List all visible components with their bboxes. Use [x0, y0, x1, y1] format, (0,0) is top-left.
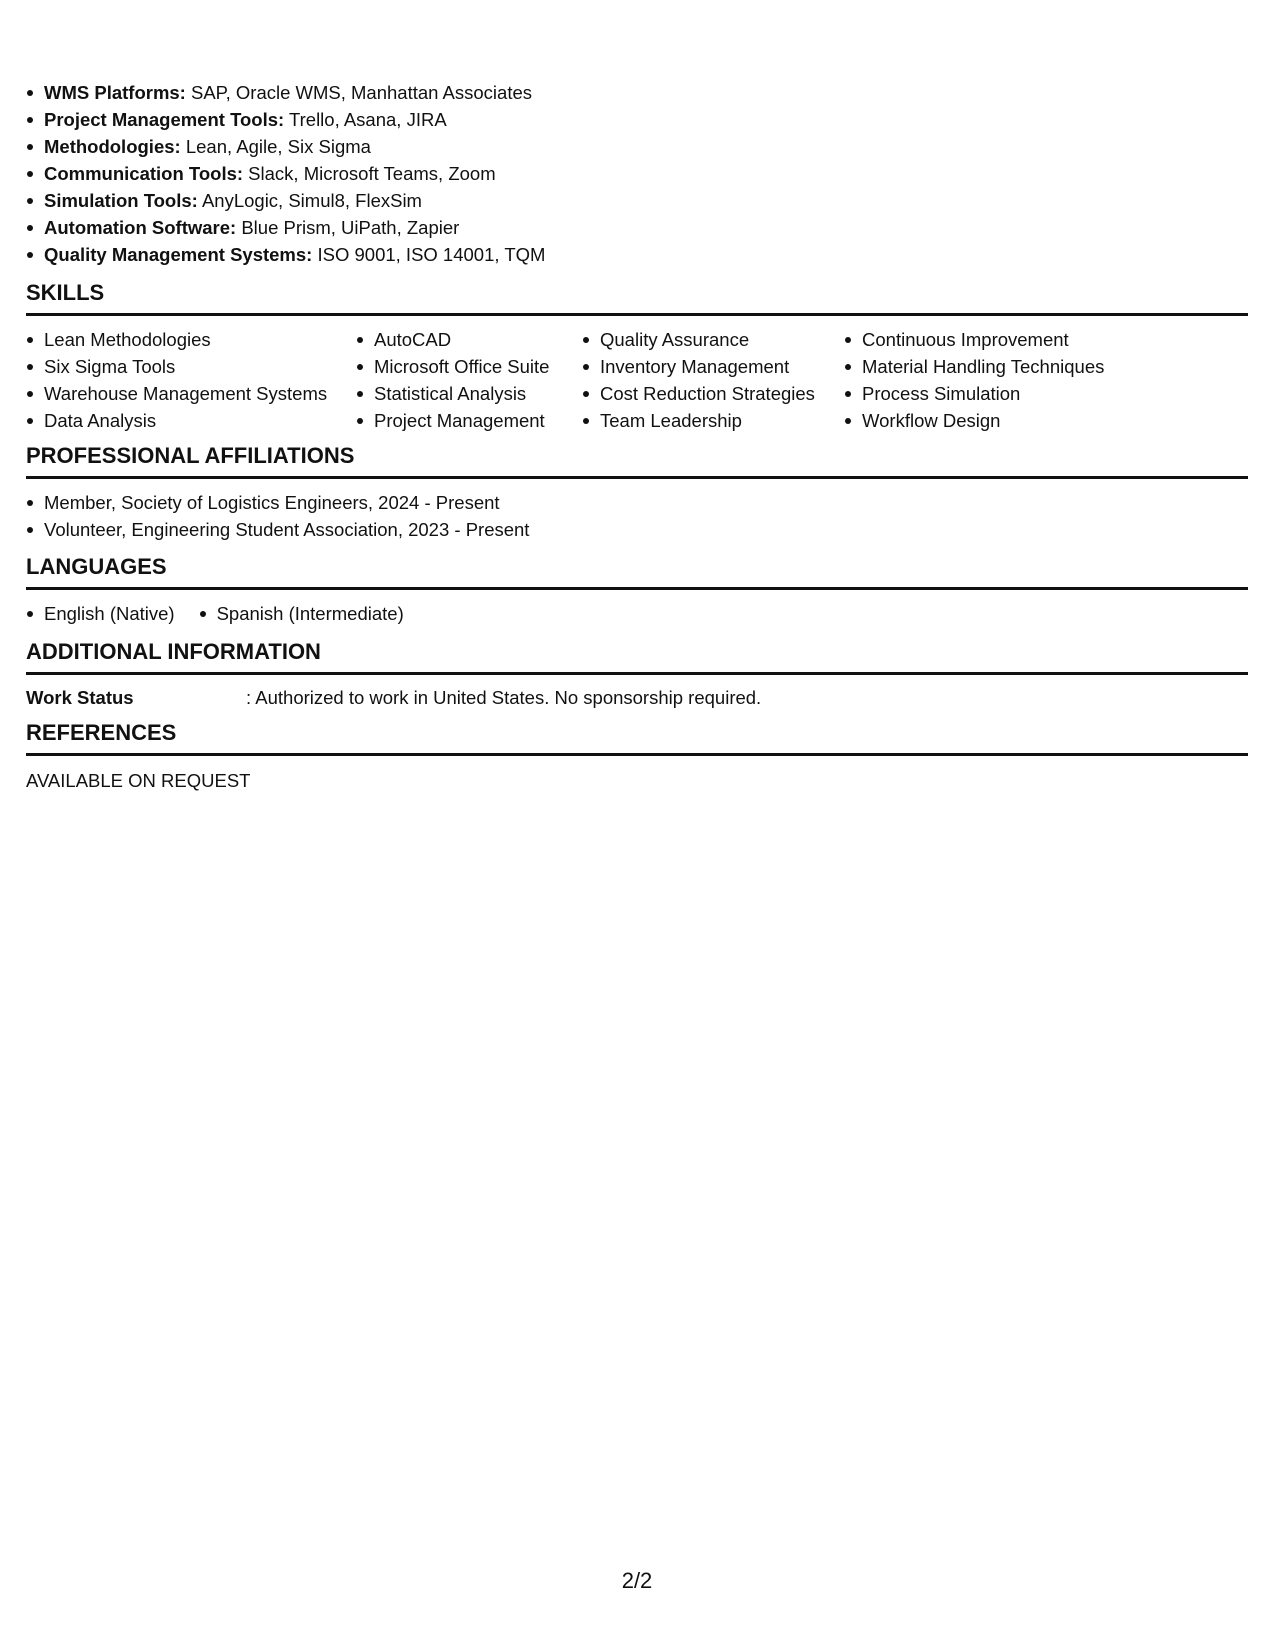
- skill-item: Process Simulation: [844, 380, 1144, 407]
- tool-item-methodologies: [26, 133, 545, 160]
- tool-value: Slack, Microsoft Teams, Zoom: [243, 163, 496, 184]
- skills-column: [26, 326, 356, 434]
- affiliations-heading: PROFESSIONAL AFFILIATIONS: [26, 443, 355, 468]
- resume-page: [26, 0, 1248, 1650]
- skills-grid: [26, 326, 1144, 434]
- references-divider: [26, 753, 1248, 756]
- tool-label: Communication Tools:: [44, 163, 244, 184]
- skill-item: Project Management: [356, 407, 582, 434]
- references-text: AVAILABLE ON REQUEST: [26, 770, 251, 791]
- tool-label: Project Management Tools:: [44, 109, 285, 130]
- tool-value: SAP, Oracle WMS, Manhattan Associates: [185, 82, 533, 103]
- additional-info-divider: [26, 672, 1248, 675]
- tool-label: WMS Platforms:: [44, 82, 186, 103]
- tool-item-communication: [26, 160, 545, 187]
- page-number: 2/2: [621, 1568, 653, 1593]
- skill-item: Cost Reduction Strategies: [582, 380, 844, 407]
- additional-info-heading: ADDITIONAL INFORMATION: [26, 639, 321, 664]
- tool-item-wms: [26, 79, 545, 106]
- language-item: Spanish (Intermediate): [199, 600, 404, 627]
- affiliations-list: [26, 489, 529, 543]
- tool-value: ISO 9001, ISO 14001, TQM: [312, 244, 546, 265]
- skill-item: Six Sigma Tools: [26, 353, 356, 380]
- affiliation-item: Member, Society of Logistics Engineers, 2024 - Present: [26, 489, 529, 516]
- skill-item: Inventory Management: [582, 353, 844, 380]
- skill-item: Warehouse Management Systems: [26, 380, 356, 407]
- skill-item: Quality Assurance: [582, 326, 844, 353]
- skills-column: [582, 326, 844, 434]
- tool-item-project-management: [26, 106, 545, 133]
- tool-label: Quality Management Systems:: [44, 244, 313, 265]
- work-status-label: Work Status: [26, 687, 134, 708]
- skills-divider: [26, 313, 1248, 316]
- affiliations-divider: [26, 476, 1248, 479]
- skill-item: Microsoft Office Suite: [356, 353, 582, 380]
- work-status-value: : Authorized to work in United States. No sponsorship required.: [246, 687, 762, 708]
- tools-list: [26, 79, 545, 268]
- skill-item: Workflow Design: [844, 407, 1144, 434]
- language-item: English (Native): [26, 600, 175, 627]
- tool-value: Lean, Agile, Six Sigma: [180, 136, 371, 157]
- tool-value: Trello, Asana, JIRA: [284, 109, 447, 130]
- skills-column: [356, 326, 582, 434]
- skill-item: Continuous Improvement: [844, 326, 1144, 353]
- skill-item: AutoCAD: [356, 326, 582, 353]
- languages-heading: LANGUAGES: [26, 554, 167, 579]
- skill-item: Material Handling Techniques: [844, 353, 1144, 380]
- work-status-row: [26, 684, 761, 711]
- tool-item-quality: [26, 241, 545, 268]
- skill-item: Lean Methodologies: [26, 326, 356, 353]
- tool-item-automation: [26, 214, 545, 241]
- affiliation-item: Volunteer, Engineering Student Association, 2023 - Present: [26, 516, 529, 543]
- skills-heading: SKILLS: [26, 280, 105, 305]
- tool-item-simulation: [26, 187, 545, 214]
- skill-item: Data Analysis: [26, 407, 356, 434]
- skill-item: Statistical Analysis: [356, 380, 582, 407]
- tool-label: Automation Software:: [44, 217, 237, 238]
- tool-value: Blue Prism, UiPath, Zapier: [236, 217, 460, 238]
- tool-label: Methodologies:: [44, 136, 181, 157]
- languages-list: [26, 600, 428, 627]
- skills-column: [844, 326, 1144, 434]
- skill-item: Team Leadership: [582, 407, 844, 434]
- languages-divider: [26, 587, 1248, 590]
- tool-value: AnyLogic, Simul8, FlexSim: [197, 190, 422, 211]
- tool-label: Simulation Tools:: [44, 190, 198, 211]
- references-heading: REFERENCES: [26, 720, 177, 745]
